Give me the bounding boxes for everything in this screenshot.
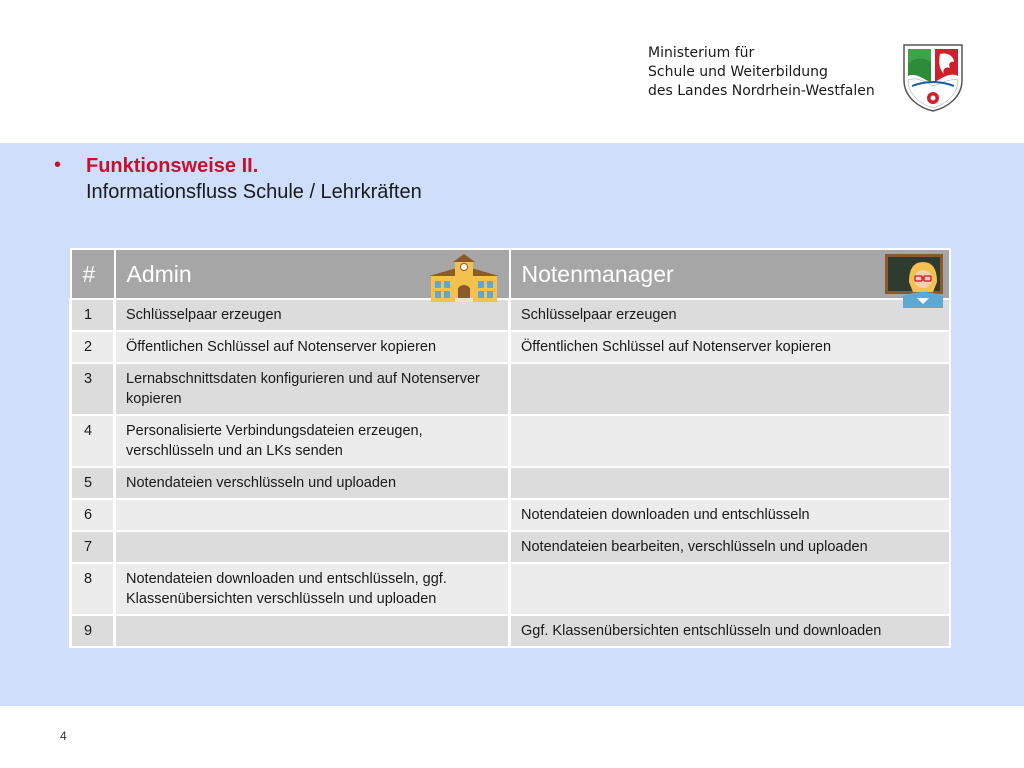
cell-admin: Öffentlichen Schlüssel auf Notenserver kopieren [115,331,510,363]
cell-notenmanager: Notendateien bearbeiten, verschlüsseln und uploaden [510,531,950,563]
table-header-row [71,249,950,299]
cell-number: 8 [71,563,115,615]
cell-notenmanager [510,563,950,615]
nrw-coat-of-arms-icon [900,42,966,112]
table-row [71,467,950,499]
cell-notenmanager [510,363,950,415]
workflow-table [69,248,951,648]
cell-admin: Personalisierte Verbindungsdateien erzeugen, verschlüsseln und an LKs senden [115,415,510,467]
header-admin [115,249,510,299]
ministry-line-1: Ministerium für [648,45,755,61]
table-row [71,331,950,363]
header-admin-label: Admin [126,260,192,287]
cell-admin: Lernabschnittsdaten konfigurieren und auf Notenserver kopieren [115,363,510,415]
cell-number: 9 [71,615,115,647]
cell-notenmanager: Schlüsselpaar erzeugen [510,299,950,331]
cell-number: 5 [71,467,115,499]
cell-number: 1 [71,299,115,331]
cell-notenmanager: Öffentlichen Schlüssel auf Notenserver kopieren [510,331,950,363]
table-row [71,363,950,415]
table-row [71,531,950,563]
header-notenmanager-label: Notenmanager [521,260,674,287]
table-row [71,299,950,331]
cell-number: 2 [71,331,115,363]
slide-heading [86,153,422,205]
table-row [71,563,950,615]
cell-admin: Notendateien verschlüsseln und uploaden [115,467,510,499]
table-row [71,499,950,531]
cell-admin [115,531,510,563]
table-row [71,415,950,467]
ministry-name [648,44,875,101]
cell-admin: Notendateien downloaden und entschlüsseln, ggf. Klassenübersichten verschlüsseln und uploaden [115,563,510,615]
cell-notenmanager: Notendateien downloaden und entschlüsseln [510,499,950,531]
cell-number: 6 [71,499,115,531]
table-row [71,615,950,647]
bullet-point: • [54,154,62,176]
heading-title: Funktionsweise II. [86,155,259,177]
cell-number: 7 [71,531,115,563]
header-number: # [71,249,115,299]
page-number: 4 [60,729,67,743]
teacher-blackboard-icon [885,252,943,308]
ministry-line-3: des Landes Nordrhein-Westfalen [648,83,875,99]
cell-number: 4 [71,415,115,467]
cell-notenmanager [510,415,950,467]
school-building-icon [429,254,499,304]
cell-admin [115,615,510,647]
cell-admin [115,499,510,531]
cell-number: 3 [71,363,115,415]
cell-notenmanager [510,467,950,499]
table-body [71,299,950,647]
heading-subtitle: Informationsfluss Schule / Lehrkräften [86,181,422,203]
header-notenmanager [510,249,950,299]
cell-admin: Schlüsselpaar erzeugen [115,299,510,331]
ministry-line-2: Schule und Weiterbildung [648,64,828,80]
cell-notenmanager: Ggf. Klassenübersichten entschlüsseln und downloaden [510,615,950,647]
